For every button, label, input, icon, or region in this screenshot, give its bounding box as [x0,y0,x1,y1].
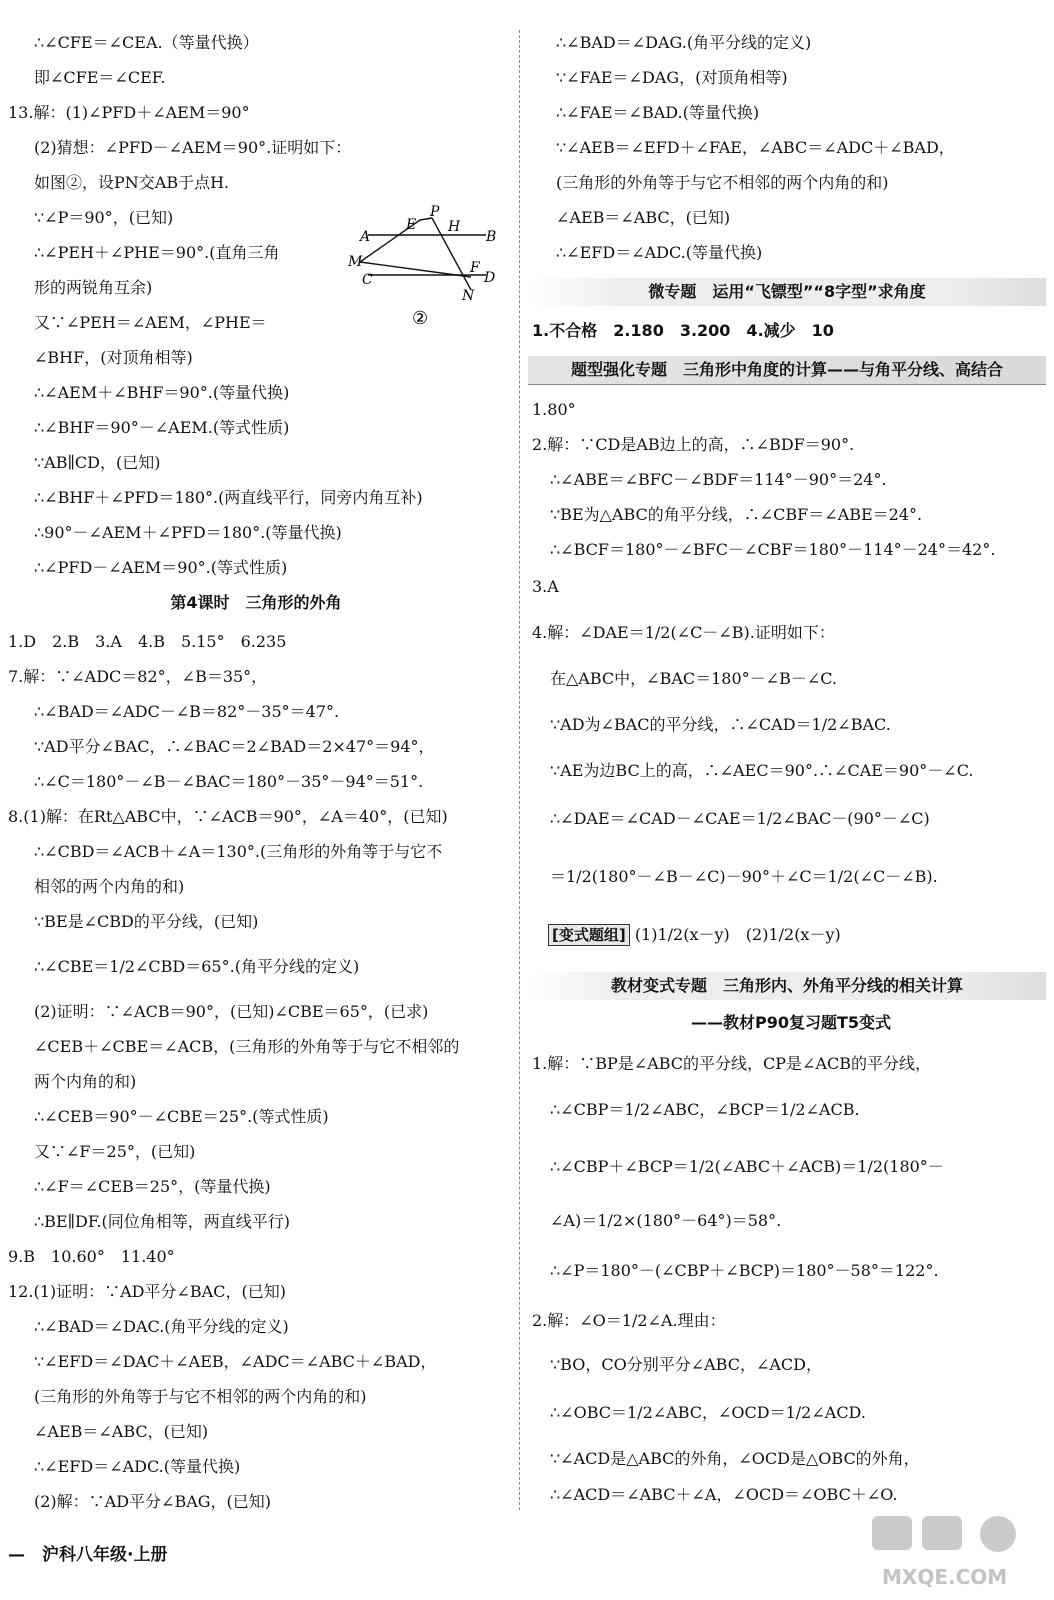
text-line: 1.80° [532,400,576,419]
text-line: 7.解：∵∠ADC＝82°，∠B＝35°， [8,667,268,686]
text-line: 1.D 2.B 3.A 4.B 5.15° 6.235 [8,632,287,651]
text-line: 12.(1)证明：∵AD平分∠BAC，(已知) [8,1282,286,1301]
text-line: ∠CEB＋∠CBE＝∠ACB，(三角形的外角等于与它不相邻的 [34,1037,460,1056]
text-line: 即∠CFE＝∠CEF. [34,68,166,87]
text-line: 又∵∠F＝25°，(已知) [34,1142,196,1161]
section-subtitle: ——教材P90复习题T5变式 [690,1013,892,1032]
text-line: ∴∠CBP＋∠BCP＝1/2(∠ABC＋∠ACB)＝1/2(180°－ [550,1157,944,1176]
text-line: ∴∠P＝180°－(∠CBP＋∠BCP)＝180°－58°＝122°. [550,1261,939,1280]
text-line: ∴∠CBE＝1/2∠CBD＝65°.(角平分线的定义) [34,957,360,976]
text-line: ∴∠BCF＝180°－∠BFC－∠CBF＝180°－114°－24°＝42°. [550,540,996,559]
text-line: 4.解：∠DAE＝1/2(∠C－∠B).证明如下： [532,623,835,642]
point-label: H [448,219,461,235]
variant-tag: [变式题组] [548,924,630,946]
text-line: 8.(1)解：在Rt△ABC中，∵∠ACB＝90°，∠A＝40°，(已知) [8,807,448,826]
point-label: P [430,204,440,220]
text-line: ∴90°－∠AEM＋∠PFD＝180°.(等量代换) [34,523,342,542]
text-line: (2)证明：∵∠ACB＝90°，(已知)∠CBE＝65°，(已求) [34,1002,429,1021]
text-line: 2.解：∠O＝1/2∠A.理由： [532,1311,726,1330]
text-line: 两个内角的和) [34,1072,137,1091]
text-line: 3.A [532,577,559,596]
page-footer: — 沪科八年级·上册 [8,1545,168,1565]
text-line: ∵AB∥CD，(已知) [34,453,161,472]
text-line: ∴∠EFD＝∠ADC.(等量代换) [556,243,763,262]
point-label: N [462,288,475,304]
point-label: C [362,272,373,288]
text-line: ∴∠ABE＝∠BFC－∠BDF＝114°－90°＝24°. [550,470,887,489]
text-line: (三角形的外角等于与它不相邻的两个内角的和) [34,1387,367,1406]
text-line: ∴∠AEM＋∠BHF＝90°.(等量代换) [34,383,290,402]
text-line: ∵BE为△ABC的角平分线，∴∠CBF＝∠ABE＝24°. [550,505,923,524]
text-line: ∵∠AEB＝∠EFD＋∠FAE，∠ABC＝∠ADC＋∠BAD， [556,138,955,157]
point-label: M [348,254,363,270]
text-line: 又∵∠PEH＝∠AEM，∠PHE＝ [34,313,267,332]
text-line: ∵∠FAE＝∠DAG，(对顶角相等) [556,68,788,87]
point-label: B [486,229,497,245]
figure-label: ② [412,308,429,329]
text-line: ∴∠BHF＝90°－∠AEM.(等式性质) [34,418,290,437]
text-line: ∴∠DAE＝∠CAD－∠CAE＝1/2∠BAC－(90°－∠C) [550,809,930,828]
text-line: ∴BE∥DF.(同位角相等，两直线平行) [34,1212,291,1231]
text-line: ∴∠BHF＋∠PFD＝180°.(两直线平行，同旁内角互补) [34,488,423,507]
text-line: ∴∠PEH＋∠PHE＝90°.(直角三角 [34,243,280,262]
point-label: A [360,229,371,245]
text-line: (2)猜想：∠PFD－∠AEM＝90°.证明如下： [34,138,352,157]
text-line: ∠A)＝1/2×(180°－64°)＝58°. [550,1211,782,1230]
text-line: ∵BO，CO分别平分∠ABC，∠ACD， [550,1355,823,1374]
text-line: ∴∠BAD＝∠DAG.(角平分线的定义) [556,33,812,52]
text-line: ＝1/2(180°－∠B－∠C)－90°＋∠C＝1/2(∠C－∠B). [550,867,938,886]
text-line: ∵∠ACD是△ABC的外角，∠OCD是△OBC的外角， [550,1449,920,1468]
section-banner: 题型强化专题 三角形中角度的计算——与角平分线、高结合 [528,356,1046,385]
text-line: ∵AD为∠BAC的平分线，∴∠CAD＝1/2∠BAC. [550,715,891,734]
watermark-logo [862,1510,1047,1590]
text-line: ∠AEB＝∠ABC，(已知) [556,208,731,227]
text-line: ∴∠CFE＝∠CEA.（等量代换） [34,33,259,52]
text-line: ∴∠CBP＝1/2∠ABC，∠BCP＝1/2∠ACB. [550,1100,860,1119]
text-line: ∠AEB＝∠ABC，(已知) [34,1422,209,1441]
section-banner: 微专题 运用“飞镖型”“8字型”求角度 [528,278,1046,306]
text-line: 2.解：∵CD是AB边上的高，∴∠BDF＝90°. [532,435,855,454]
point-label: D [484,270,496,286]
text-line: ∵AE为边BC上的高，∴∠AEC＝90°.∴∠CAE＝90°－∠C. [550,761,974,780]
watermark-text: MXQE.COM [882,1565,1008,1589]
text-line: ∴∠ACD＝∠ABC＋∠A，∠OCD＝∠OBC＋∠O. [550,1485,898,1504]
geometry-figure [346,200,506,330]
text-line: ∴∠FAE＝∠BAD.(等量代换) [556,103,760,122]
text-line: ∵BE是∠CBD的平分线，(已知) [34,912,259,931]
text-line: ∴∠EFD＝∠ADC.(等量代换) [34,1457,241,1476]
text-line: 在△ABC中，∠BAC＝180°－∠B－∠C. [550,669,837,688]
variant-answers: (1)1/2(x－y) (2)1/2(x－y) [634,925,841,944]
text-line: ∴∠F＝∠CEB＝25°，(等量代换) [34,1177,271,1196]
text-line: ∵∠EFD＝∠DAC＋∠AEB，∠ADC＝∠ABC＋∠BAD， [34,1352,437,1371]
point-label: E [406,217,417,233]
section-banner: 教材变式专题 三角形内、外角平分线的相关计算 [528,972,1046,1000]
text-line: 如图②，设PN交AB于点H. [34,173,230,192]
text-line: 相邻的两个内角的和) [34,877,185,896]
text-line: 9.B 10.60° 11.40° [8,1247,175,1266]
text-line: 13.解：(1)∠PFD＋∠AEM＝90° [8,103,250,122]
text-line: ∴∠BAD＝∠ADC－∠B＝82°－35°＝47°. [34,702,340,721]
text-line: ∠BHF，(对顶角相等) [34,348,193,367]
text-line: ∴∠C＝180°－∠B－∠BAC＝180°－35°－94°＝51°. [34,772,424,791]
answer-line: 1.不合格 2.180 3.200 4.减少 10 [532,321,834,340]
text-line: (三角形的外角等于与它不相邻的两个内角的和) [556,173,889,192]
text-line: 1.解：∵BP是∠ABC的平分线，CP是∠ACB的平分线， [532,1054,932,1073]
text-line: 形的两锐角互余) [34,278,153,297]
point-label: F [470,260,480,276]
text-line: ∴∠OBC＝1/2∠ABC，∠OCD＝1/2∠ACD. [550,1403,866,1422]
text-line: ∴∠CBD＝∠ACB＋∠A＝130°.(三角形的外角等于与它不 [34,842,443,861]
text-line: ∵∠P＝90°，(已知) [34,208,174,227]
text-line: ∵AD平分∠BAC，∴∠BAC＝2∠BAD＝2×47°＝94°， [34,737,435,756]
text-line: ∴∠PFD－∠AEM＝90°.(等式性质) [34,558,288,577]
section-title: 第4课时 三角形的外角 [170,593,342,612]
column-divider [519,30,520,1510]
text-line: ∴∠CEB＝90°－∠CBE＝25°.(等式性质) [34,1107,329,1126]
text-line: ∴∠BAD＝∠DAC.(角平分线的定义) [34,1317,289,1336]
text-line: (2)解：∵AD平分∠BAG，(已知) [34,1492,272,1511]
variant-row [548,924,841,946]
